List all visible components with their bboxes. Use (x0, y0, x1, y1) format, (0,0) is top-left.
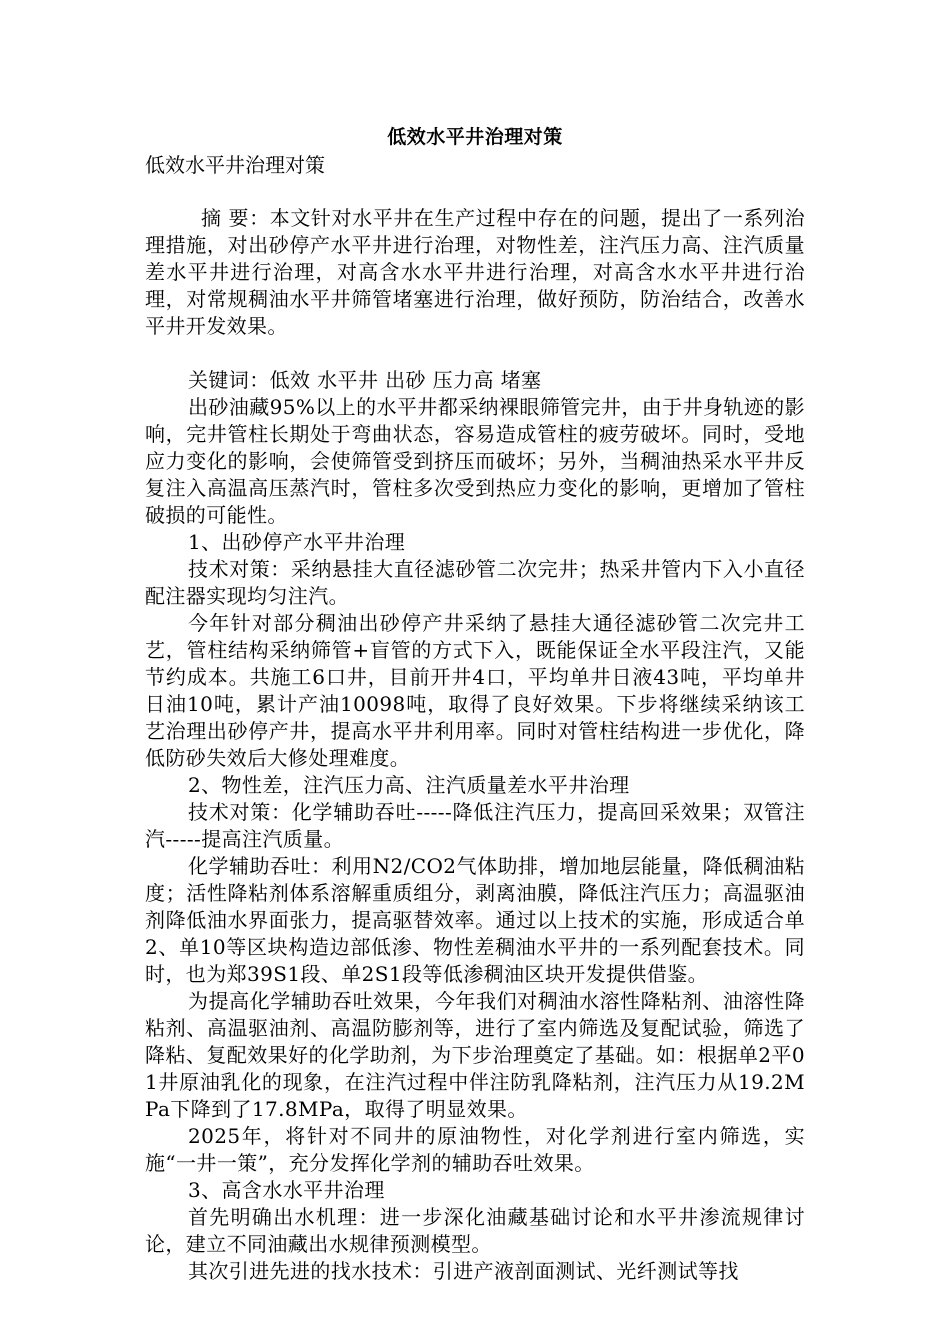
paragraph-spacer (145, 340, 805, 367)
body-paragraph: 为提高化学辅助吞吐效果，今年我们对稠油水溶性降粘剂、油溶性降粘剂、高温驱油剂、高温防膨剂等，进行了室内筛选及复配试验，筛选了降粘、复配效果好的化学助剂，为下步治理奠定了基础。如：根据单2平01井原油乳化的现象，在注汽过程中伴注防乳降粘剂，注汽压力从19.2MPa下降到了17.8MPa，取得了明显效果。 (145, 989, 805, 1121)
section-heading: 2、物性差，注汽压力高、注汽质量差水平井治理 (188, 773, 630, 797)
body-paragraph: 其次引进先进的找水技术：引进产液剖面测试、光纤测试等找 (188, 1259, 739, 1283)
body-paragraph: 技术对策：化学辅助吞吐-----降低注汽压力，提高回采效果；双管注汽-----提高注汽质量。 (145, 800, 805, 851)
body-paragraph: 2025年，将针对不同井的原油物性，对化学剂进行室内筛选，实施“一井一策”，充分发挥化学剂的辅助吞吐效果。 (145, 1124, 805, 1175)
body-paragraph: 首先明确出水机理：进一步深化油藏基础讨论和水平井渗流规律讨论，建立不同油藏出水规律预测模型。 (145, 1205, 805, 1256)
body-paragraph: 技术对策：采纳悬挂大直径滤砂管二次完井；热采井管内下入小直径配注器实现均匀注汽。 (145, 557, 805, 608)
body-paragraph: 出砂油藏95%以上的水平井都采纳裸眼筛管完井，由于井身轨迹的影响，完井管柱长期处于弯曲状态，容易造成管柱的疲劳破坏。同时，受地应力变化的影响，会使筛管受到挤压而破坏；另外，当稠油热采水平井反复注入高温高压蒸汽时，管柱多次受到热应力变化的影响，更增加了管柱破损的可能性。 (145, 395, 805, 527)
body-paragraph: 化学辅助吞吐：利用N2/CO2气体助排，增加地层能量，降低稠油粘度；活性降粘剂体系溶解重质组分，剥离油膜，降低注汽压力；高温驱油剂降低油水界面张力，提高驱替效率。通过以上技术的实施，形成适合单2、单10等区块构造边部低渗、物性差稠油水平井的一系列配套技术。同时，也为郑39S1段、单2S1段等低渗稠油区块开发提供借鉴。 (145, 854, 805, 986)
keywords-line: 关键词：低效 水平井 出砂 压力高 堵塞 (188, 368, 542, 392)
document-page (145, 122, 805, 1285)
body-paragraph: 今年针对部分稠油出砂停产井采纳了悬挂大通径滤砂管二次完井工艺，管柱结构采纳筛管+盲管的方式下入，既能保证全水平段注汽，又能节约成本。共施工6口井，目前开井4口，平均单井日液43吨，平均单井日油10吨，累计产油10098吨，取得了良好效果。下步将继续采纳该工艺治理出砂停产井，提高水平井利用率。同时对管柱结构进一步优化，降低防砂失效后大修处理难度。 (145, 611, 805, 770)
document-title: 低效水平井治理对策 (387, 126, 563, 148)
abstract-paragraph: 摘 要：本文针对水平井在生产过程中存在的问题，提出了一系列治理措施，对出砂停产水平井进行治理，对物性差，注汽压力高、注汽质量差水平井进行治理，对高含水水平井进行治理，对高含水水平井进行治理，对常规稠油水平井筛管堵塞进行治理，做好预防，防治结合，改善水平井开发效果。 (145, 206, 805, 338)
section-heading: 3、高含水水平井治理 (188, 1178, 385, 1202)
section-heading: 1、出砂停产水平井治理 (188, 530, 406, 554)
document-subtitle: 低效水平井治理对策 (145, 153, 325, 177)
